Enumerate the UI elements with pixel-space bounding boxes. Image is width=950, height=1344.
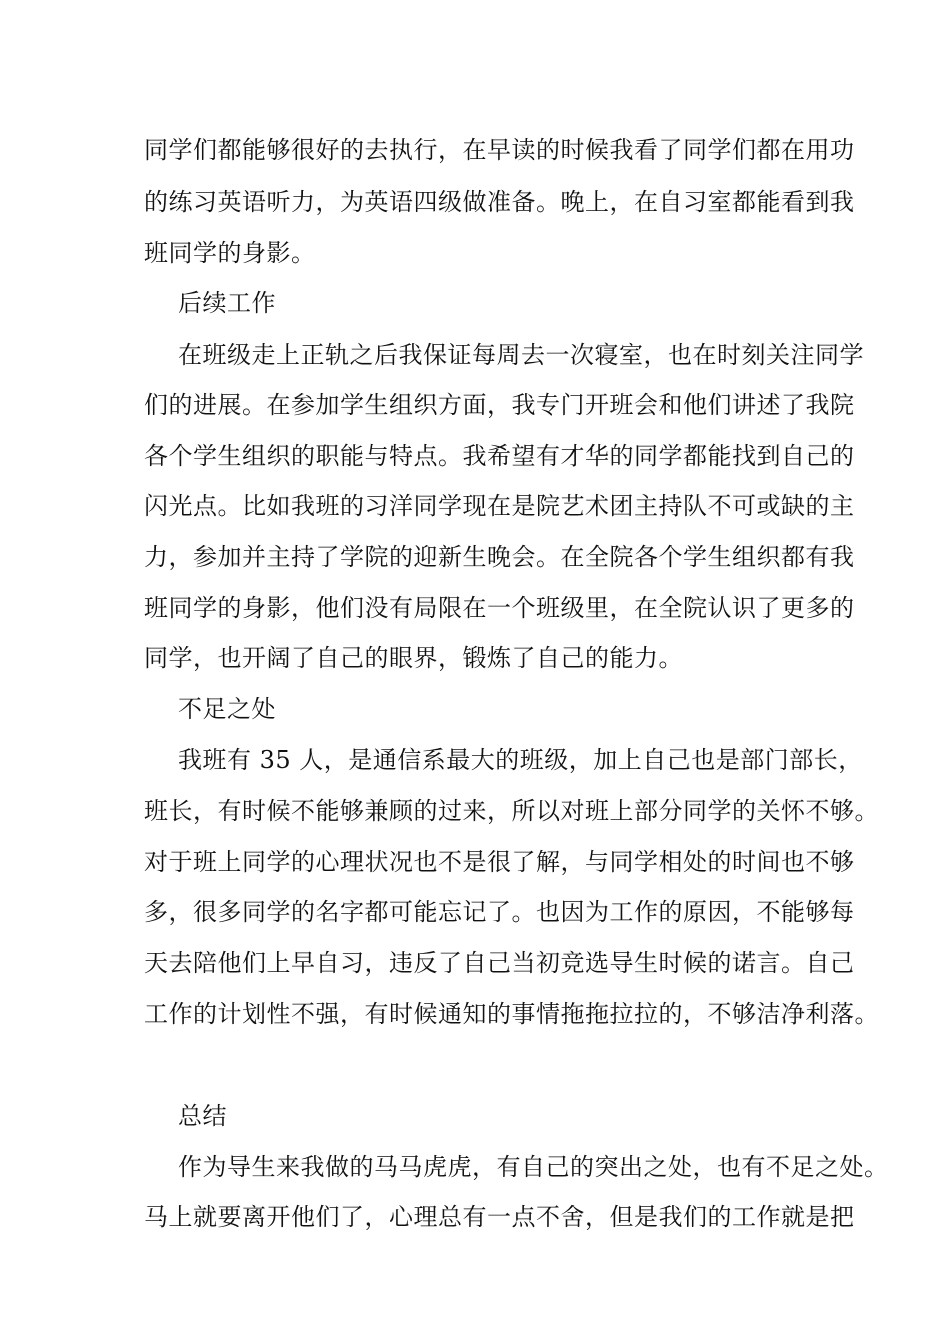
paragraph-line: 班同学的身影，他们没有局限在一个班级里，在全院认识了更多的 bbox=[144, 594, 855, 622]
paragraph-line: 同学，也开阔了自己的眼界，锻炼了自己的能力。 bbox=[144, 644, 683, 672]
paragraph-line: 的练习英语听力，为英语四级做准备。晚上，在自习室都能看到我 bbox=[144, 188, 855, 216]
section-heading-followup: 后续工作 bbox=[178, 289, 276, 317]
paragraph-line: 闪光点。比如我班的习洋同学现在是院艺术团主持队不可或缺的主 bbox=[144, 492, 855, 520]
paragraph-line: 班同学的身影。 bbox=[144, 239, 316, 267]
paragraph-line: 工作的计划性不强，有时候通知的事情拖拖拉拉的，不够洁净利落。 bbox=[144, 1000, 879, 1028]
paragraph-line: 在班级走上正轨之后我保证每周去一次寝室，也在时刻关注同学 bbox=[178, 341, 864, 369]
paragraph-line: 班长，有时候不能够兼顾的过来，所以对班上部分同学的关怀不够。 bbox=[144, 797, 879, 825]
paragraph-line: 作为导生来我做的马马虎虎，有自己的突出之处，也有不足之处。 bbox=[178, 1153, 889, 1181]
paragraph-line: 我班有 35 人，是通信系最大的班级，加上自己也是部门部长， bbox=[178, 746, 863, 774]
section-heading-summary: 总结 bbox=[178, 1102, 227, 1130]
paragraph-line: 各个学生组织的职能与特点。我希望有才华的同学都能找到自己的 bbox=[144, 442, 855, 470]
paragraph-line: 对于班上同学的心理状况也不是很了解，与同学相处的时间也不够 bbox=[144, 848, 855, 876]
paragraph-line: 马上就要离开他们了，心理总有一点不舍，但是我们的工作就是把 bbox=[144, 1203, 855, 1231]
section-heading-shortcomings: 不足之处 bbox=[178, 695, 276, 723]
paragraph-line: 力，参加并主持了学院的迎新生晚会。在全院各个学生组织都有我 bbox=[144, 543, 855, 571]
paragraph-line: 同学们都能够很好的去执行，在早读的时候我看了同学们都在用功 bbox=[144, 136, 855, 164]
paragraph-line: 多，很多同学的名字都可能忘记了。也因为工作的原因，不能够每 bbox=[144, 898, 855, 926]
paragraph-line: 们的进展。在参加学生组织方面，我专门开班会和他们讲述了我院 bbox=[144, 391, 855, 419]
paragraph-line: 天去陪他们上早自习，违反了自己当初竞选导生时候的诺言。自己 bbox=[144, 949, 855, 977]
